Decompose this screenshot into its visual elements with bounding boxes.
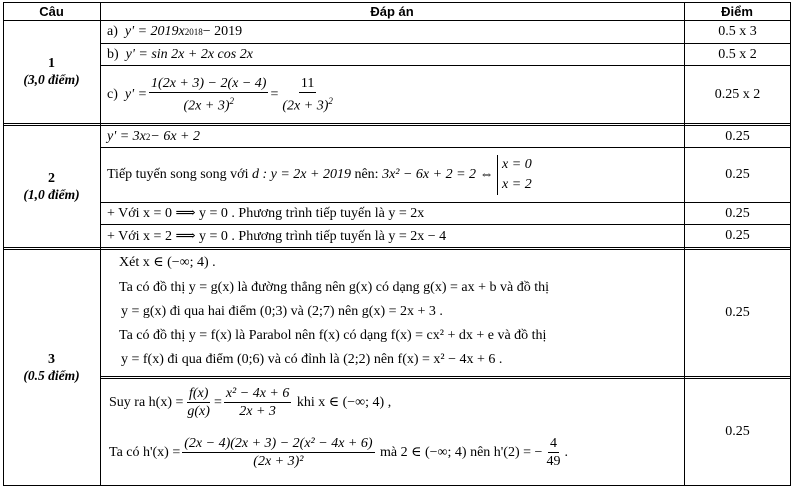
q1-answer-c: c) y' = $\frac{1(2x + 3) - 2(x - 4)}{(2x + 3)^2}$ = $\frac{11}{(2x + 3)^2}$: [107, 75, 333, 114]
rule: [790, 2, 791, 486]
header-question: Câu: [39, 3, 64, 19]
h-derivative: Ta có h'(x) = $\frac{\text{(2x − 4)(2x + 3) − 2(x² − 4x + 6)}}{\text{(2x + 3)²}}$ mà 2 ∈ (−∞; 4) nên h'(2) = − $\frac{4}{49}$ .: [109, 436, 568, 469]
q3-result: [101, 379, 684, 485]
rule: [3, 123, 791, 124]
q3-setup: [101, 250, 684, 376]
q1-score-b: 0.5 x 2: [718, 46, 757, 62]
question-points: (0.5 điểm): [23, 367, 80, 383]
text-line: Ta có đồ thị y = g(x) là đường thẳng nên g(x) có dạng g(x) = ax + b và đồ thị: [119, 280, 549, 295]
q1-score-a: 0.5 x 3: [718, 24, 757, 39]
text-line: y = g(x) đi qua hai điểm (0;3) và (2;7) nên g(x) = 2x + 3 .: [121, 304, 443, 319]
answer-table: [3, 2, 791, 486]
q2-score-1: 0.25: [725, 128, 750, 144]
q2-derivative: y' = 3x 2 − 6x + 2: [107, 128, 200, 144]
fraction: $\frac{11}{(2x + 3)^2}$: [282, 75, 333, 114]
question-number: 3: [48, 351, 55, 367]
question-number: 1: [48, 56, 55, 71]
q1-answer-b: b) y' = sin 2x + 2x cos 2x: [107, 46, 253, 62]
fraction: $\frac{1(2x + 3) - 2(x - 4)}{(2x + 3)^2}$: [151, 75, 267, 114]
question-2-label: [3, 126, 100, 247]
q2-case-x0: + Với x = 0 ⟹ y = 0 . Phương trình tiếp tuyến là y = 2x: [107, 206, 425, 221]
h-definition: Suy ra h(x) = $\frac{f(x)}{g(x)}$ = $\frac{\text{x² − 4x + 6}}{2x + 3}$ khi x ∈ (−∞; 4) ,: [109, 386, 392, 419]
question-points: (3,0 điểm): [23, 72, 80, 87]
solution-bracket: x = 0 x = 2: [497, 155, 532, 195]
rule: [100, 376, 791, 377]
text-line: y = f(x) đi qua điểm (0;6) và có đỉnh là (2;2) nên f(x) = x² − 4x + 6 .: [121, 352, 503, 367]
text-line: Xét x ∈ (−∞; 4) .: [119, 255, 216, 270]
q2-score-4: 0.25: [725, 228, 750, 243]
q1-score-c: 0.25 x 2: [714, 86, 761, 102]
text-line: Ta có đồ thị y = f(x) là Parabol nên f(x) có dạng f(x) = cx² + dx + e và đồ thị: [119, 328, 547, 343]
q3-score-1: 0.25: [725, 305, 750, 320]
q1-answer-a: a) y' = 2019x 2018 − 2019: [107, 24, 243, 39]
header-answer: Đáp án: [370, 3, 414, 19]
rule: [3, 485, 791, 486]
rule: [3, 247, 791, 248]
q3-score-2: 0.25: [725, 424, 750, 439]
q2-score-3: 0.25: [725, 205, 750, 221]
question-points: (1,0 điểm): [23, 186, 80, 202]
q2-parallel-condition: Tiếp tuyến song song với d : y = 2x + 2019 nên: 3x² − 6x + 2 = 2 ⇔ x = 0 x = 2: [101, 148, 684, 202]
question-1-label: [3, 21, 100, 123]
question-3-label: [3, 250, 100, 485]
question-number: 2: [48, 170, 55, 186]
q2-score-2: 0.25: [725, 167, 750, 182]
q2-case-x2: + Với x = 2 ⟹ y = 0 . Phương trình tiếp tuyến là y = 2x − 4: [107, 228, 447, 244]
header-points: Điểm: [721, 3, 753, 19]
